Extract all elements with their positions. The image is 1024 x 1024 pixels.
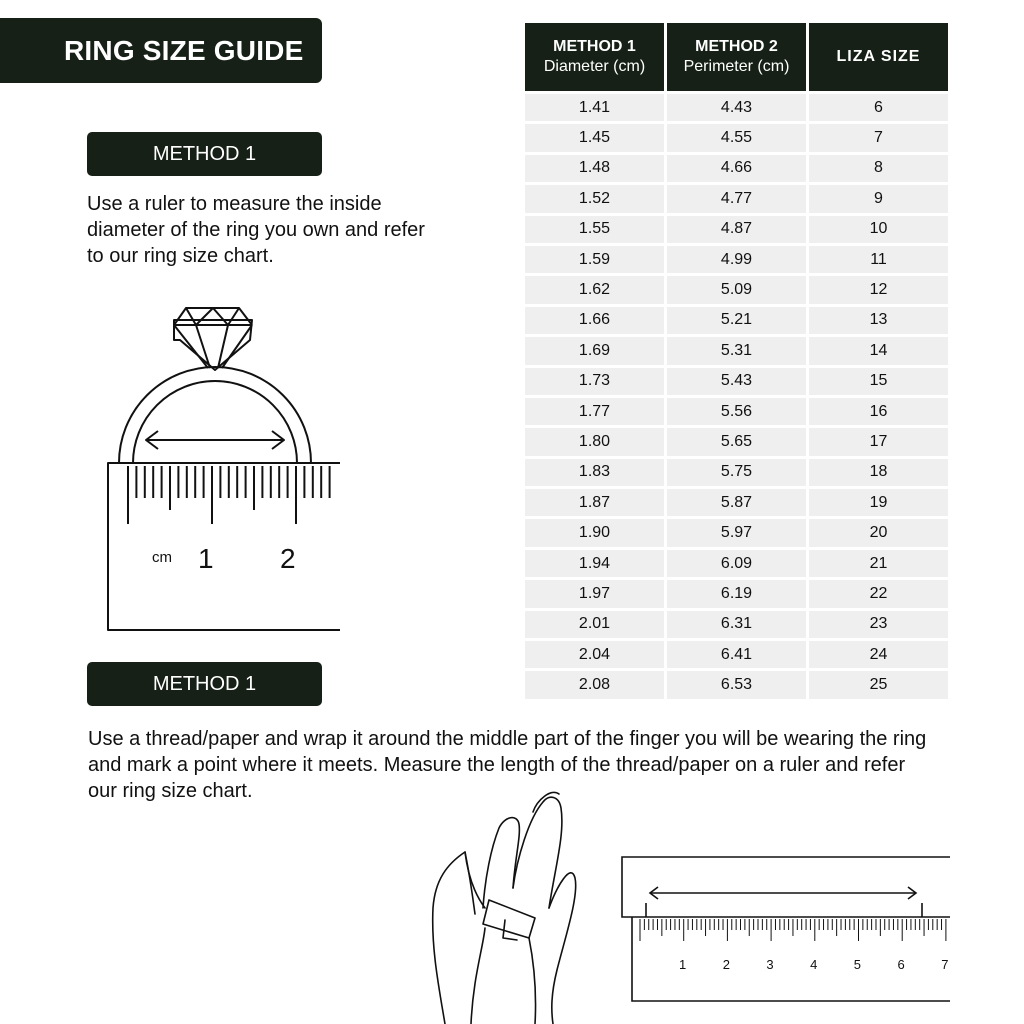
- cell-size: 17: [809, 428, 948, 455]
- cell-diameter: 1.52: [525, 185, 664, 212]
- cell-perimeter: 6.19: [667, 580, 806, 607]
- cell-size: 8: [809, 155, 948, 182]
- table-row: [525, 368, 948, 395]
- table-row: [525, 519, 948, 546]
- cell-diameter: 1.48: [525, 155, 664, 182]
- cell-perimeter: 5.21: [667, 307, 806, 334]
- cell-diameter: 1.73: [525, 368, 664, 395]
- table-row: [525, 398, 948, 425]
- cell-size: 16: [809, 398, 948, 425]
- table-row: [525, 489, 948, 516]
- cell-size: 25: [809, 671, 948, 698]
- method-2-description: Use a thread/paper and wrap it around the middle part of the finger you will be wearing the ring and mark a point where it meets. Measure the length of the thread/paper on a ruler and refer our ring size chart.: [88, 728, 927, 802]
- cell-diameter: 1.45: [525, 124, 664, 151]
- table-row: [525, 428, 948, 455]
- table-row: [525, 246, 948, 273]
- table-row: [525, 307, 948, 334]
- cell-diameter: 1.66: [525, 307, 664, 334]
- table-row: [525, 216, 948, 243]
- ruler-ticks: [128, 466, 330, 524]
- cell-size: 13: [809, 307, 948, 334]
- method-1-label: METHOD 1: [87, 132, 322, 176]
- ruler-unit-label: cm: [152, 549, 172, 566]
- cell-size: 24: [809, 641, 948, 668]
- cell-diameter: 1.80: [525, 428, 664, 455]
- table-row: [525, 276, 948, 303]
- cell-perimeter: 5.97: [667, 519, 806, 546]
- cell-size: 11: [809, 246, 948, 273]
- table-row: [525, 155, 948, 182]
- cell-diameter: 1.77: [525, 398, 664, 425]
- cell-size: 15: [809, 368, 948, 395]
- cell-perimeter: 6.41: [667, 641, 806, 668]
- cell-diameter: 2.08: [525, 671, 664, 698]
- ruler-tick-label: 2: [722, 957, 730, 972]
- column-header-perimeter: METHOD 2 Perimeter (cm): [667, 23, 806, 91]
- ruler-tick-label: 5: [853, 957, 862, 972]
- table-row: [525, 94, 948, 121]
- cell-perimeter: 4.99: [667, 246, 806, 273]
- cell-size: 10: [809, 216, 948, 243]
- cell-perimeter: 5.87: [667, 489, 806, 516]
- table-row: [525, 550, 948, 577]
- cell-perimeter: 4.55: [667, 124, 806, 151]
- cell-diameter: 1.94: [525, 550, 664, 577]
- cell-size: 9: [809, 185, 948, 212]
- cell-diameter: 1.55: [525, 216, 664, 243]
- hand-illustration: [425, 788, 595, 1024]
- cell-diameter: 2.04: [525, 641, 664, 668]
- cell-size: 23: [809, 611, 948, 638]
- column-header-diameter: METHOD 1 Diameter (cm): [525, 23, 664, 91]
- cell-perimeter: 5.09: [667, 276, 806, 303]
- table-row: [525, 337, 948, 364]
- ruler-tick-label: 2: [280, 543, 296, 574]
- cell-diameter: 1.90: [525, 519, 664, 546]
- ruler-tick-label: 1: [679, 957, 687, 972]
- ruler-ticks: [640, 919, 946, 941]
- diamond-icon: [174, 308, 252, 370]
- cell-perimeter: 4.87: [667, 216, 806, 243]
- cell-size: 20: [809, 519, 948, 546]
- cell-size: 18: [809, 459, 948, 486]
- cell-perimeter: 6.53: [667, 671, 806, 698]
- cell-diameter: 1.59: [525, 246, 664, 273]
- cell-perimeter: 5.31: [667, 337, 806, 364]
- cell-size: 21: [809, 550, 948, 577]
- cell-diameter: 1.87: [525, 489, 664, 516]
- cell-perimeter: 4.77: [667, 185, 806, 212]
- page-title: RING SIZE GUIDE: [0, 18, 322, 83]
- cell-perimeter: 4.43: [667, 94, 806, 121]
- ring-size-table: [522, 20, 951, 702]
- ruler-tick-label: 6: [897, 957, 905, 972]
- ruler-tick-label: 1: [198, 543, 214, 574]
- ring-ruler-illustration: [100, 300, 350, 640]
- thread-ruler-illustration: [620, 855, 960, 1005]
- cell-diameter: 1.62: [525, 276, 664, 303]
- cell-diameter: 1.83: [525, 459, 664, 486]
- column-header-size: LIZA SIZE: [809, 23, 948, 91]
- table-row: [525, 641, 948, 668]
- table-row: [525, 459, 948, 486]
- cell-size: 14: [809, 337, 948, 364]
- cell-size: 22: [809, 580, 948, 607]
- ruler-tick-label: 7: [941, 957, 949, 972]
- cell-perimeter: 5.75: [667, 459, 806, 486]
- ruler-tick-label: 3: [766, 957, 774, 972]
- method-2-label: METHOD 1: [87, 662, 322, 706]
- table-row: [525, 611, 948, 638]
- method-1-description: Use a ruler to measure the inside diameter of the ring you own and refer to our ring size chart.: [87, 193, 425, 267]
- cell-size: 6: [809, 94, 948, 121]
- cell-diameter: 1.69: [525, 337, 664, 364]
- cell-perimeter: 5.65: [667, 428, 806, 455]
- cell-perimeter: 5.56: [667, 398, 806, 425]
- cell-diameter: 1.41: [525, 94, 664, 121]
- cell-size: 12: [809, 276, 948, 303]
- cell-size: 19: [809, 489, 948, 516]
- cell-perimeter: 6.09: [667, 550, 806, 577]
- table-row: [525, 124, 948, 151]
- table-row: [525, 671, 948, 698]
- cell-size: 7: [809, 124, 948, 151]
- table-row: [525, 185, 948, 212]
- cell-perimeter: 4.66: [667, 155, 806, 182]
- cell-diameter: 2.01: [525, 611, 664, 638]
- cell-perimeter: 6.31: [667, 611, 806, 638]
- cell-perimeter: 5.43: [667, 368, 806, 395]
- cell-diameter: 1.97: [525, 580, 664, 607]
- ruler-tick-label: 4: [810, 957, 818, 972]
- table-row: [525, 580, 948, 607]
